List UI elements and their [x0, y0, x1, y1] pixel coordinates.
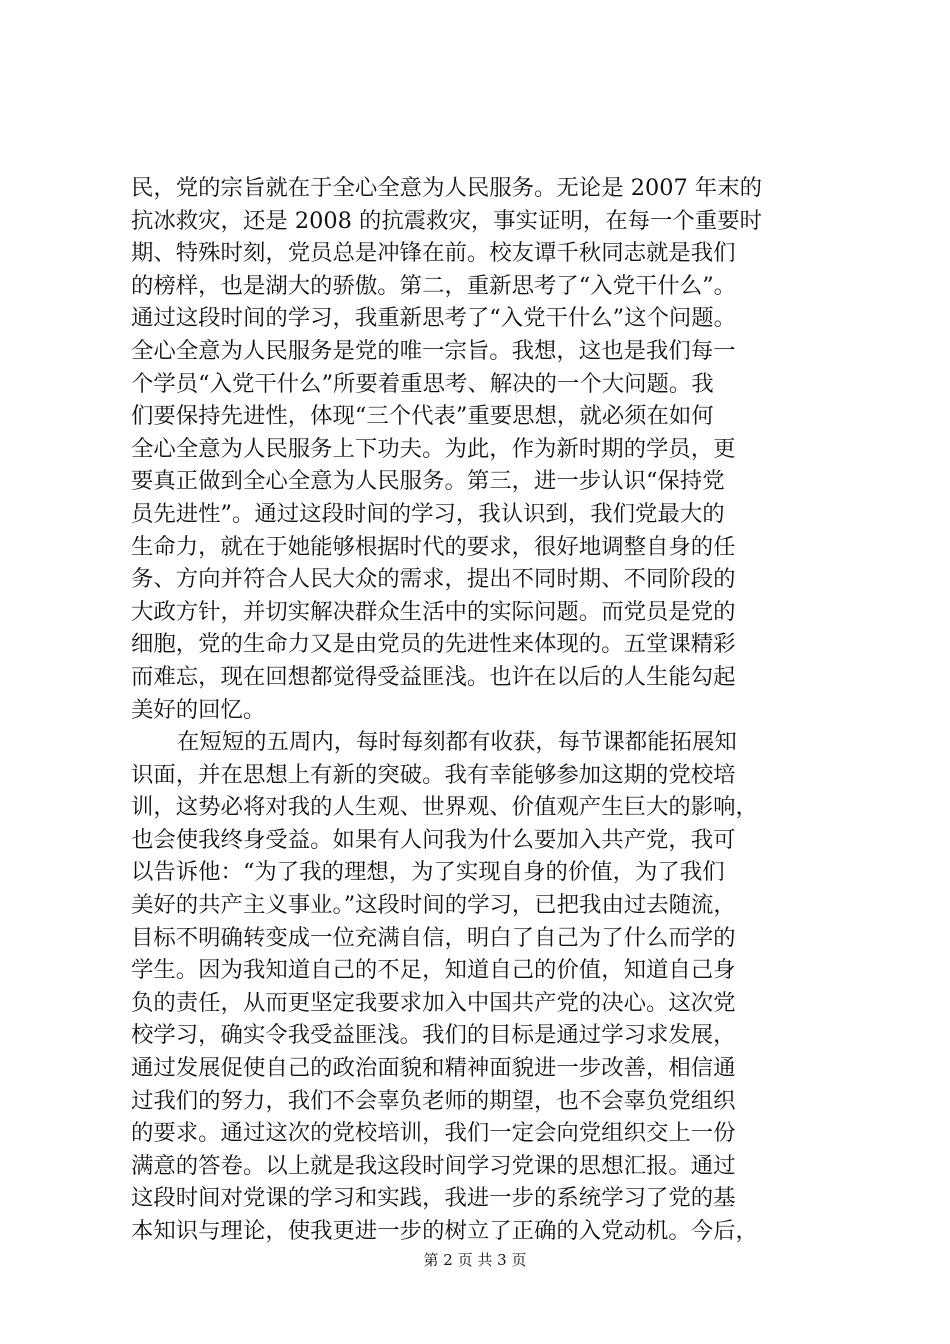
text-line: 生命力，就在于她能够根据时代的要求，很好地调整自身的任	[131, 533, 736, 560]
text-line: 美好的回忆。	[131, 696, 266, 723]
text-line: 务、方向并符合人民大众的需求，提出不同时期、不同阶段的	[131, 566, 736, 593]
text-line: 训，这势必将对我的人生观、世界观、价值观产生巨大的影响，	[131, 794, 758, 821]
text-line: 全心全意为人民服务是党的唯一宗旨。我想，这也是我们每一	[131, 337, 736, 364]
text-line: 抗冰救灾，还是 2008 的抗震救灾，事实证明，在每一个重要时	[131, 207, 762, 234]
text-line: 大政方针，并切实解决群众生活中的实际问题。而党员是党的	[131, 598, 736, 625]
text-line: 也会使我终身受益。如果有人问我为什么要加入共产党，我可	[131, 826, 736, 853]
text-line: 美好的共产主义事业。”这段时间的学习，已把我由过去随流，	[131, 892, 736, 919]
text-line: 民，党的宗旨就在于全心全意为人民服务。无论是 2007 年末的	[131, 175, 762, 201]
text-line: 要真正做到全心全意为人民服务。第三，进一步认识“保持党	[131, 468, 725, 495]
text-line: 细胞，党的生命力又是由党员的先进性来体现的。五堂课精彩	[131, 631, 736, 658]
text-line: 以告诉他：“为了我的理想，为了实现自身的价值，为了我们	[131, 859, 725, 886]
body-text	[131, 172, 851, 1248]
text-line: 们要保持先进性，体现“三个代表”重要思想，就必须在如何	[131, 403, 714, 430]
text-line: 而难忘，现在回想都觉得受益匪浅。也许在以后的人生能勾起	[131, 663, 736, 690]
text-line: 学生。因为我知道自己的不足，知道自己的价值，知道自己身	[131, 957, 736, 984]
text-line: 负的责任，从而更坚定我要求加入中国共产党的决心。这次党	[131, 989, 736, 1016]
text-line: 过我们的努力，我们不会辜负老师的期望，也不会辜负党组织	[131, 1087, 736, 1114]
text-line: 本知识与理论，使我更进一步的树立了正确的入党动机。今后，	[131, 1218, 758, 1244]
text-line: 满意的答卷。以上就是我这段时间学习党课的思想汇报。通过	[131, 1152, 736, 1179]
text-line: 识面，并在思想上有新的突破。我有幸能够参加这期的党校培	[131, 761, 736, 788]
text-line: 这段时间对党课的学习和实践，我进一步的系统学习了党的基	[131, 1185, 736, 1212]
text-line: 的要求。通过这次的党校培训，我们一定会向党组织交上一份	[131, 1120, 736, 1147]
text-line: 员先进性”。通过这段时间的学习，我认识到，我们党最大的	[131, 500, 725, 527]
text-line: 全心全意为人民服务上下功夫。为此，作为新时期的学员，更	[131, 435, 736, 462]
text-line: 校学习，确实令我受益匪浅。我们的目标是通过学习求发展，	[131, 1022, 736, 1049]
page-footer: 第 2 页 共 3 页	[423, 1251, 527, 1269]
paragraph-start-line: 在短短的五周内，每时每刻都有收获，每节课都能拓展知	[177, 729, 737, 756]
text-line: 的榜样，也是湖大的骄傲。第二，重新思考了“入党干什么”。	[131, 272, 737, 299]
text-line: 个学员“入党干什么”所要着重思考、解决的一个大问题。我	[131, 370, 714, 397]
text-line: 目标不明确转变成一位充满自信，明白了自己为了什么而学的	[131, 924, 736, 951]
text-line: 通过发展促使自己的政治面貌和精神面貌进一步改善，相信通	[131, 1055, 736, 1082]
text-line: 通过这段时间的学习，我重新思考了“入党干什么”这个问题。	[131, 305, 737, 332]
text-line: 期、特殊时刻，党员总是冲锋在前。校友谭千秋同志就是我们	[131, 240, 736, 267]
